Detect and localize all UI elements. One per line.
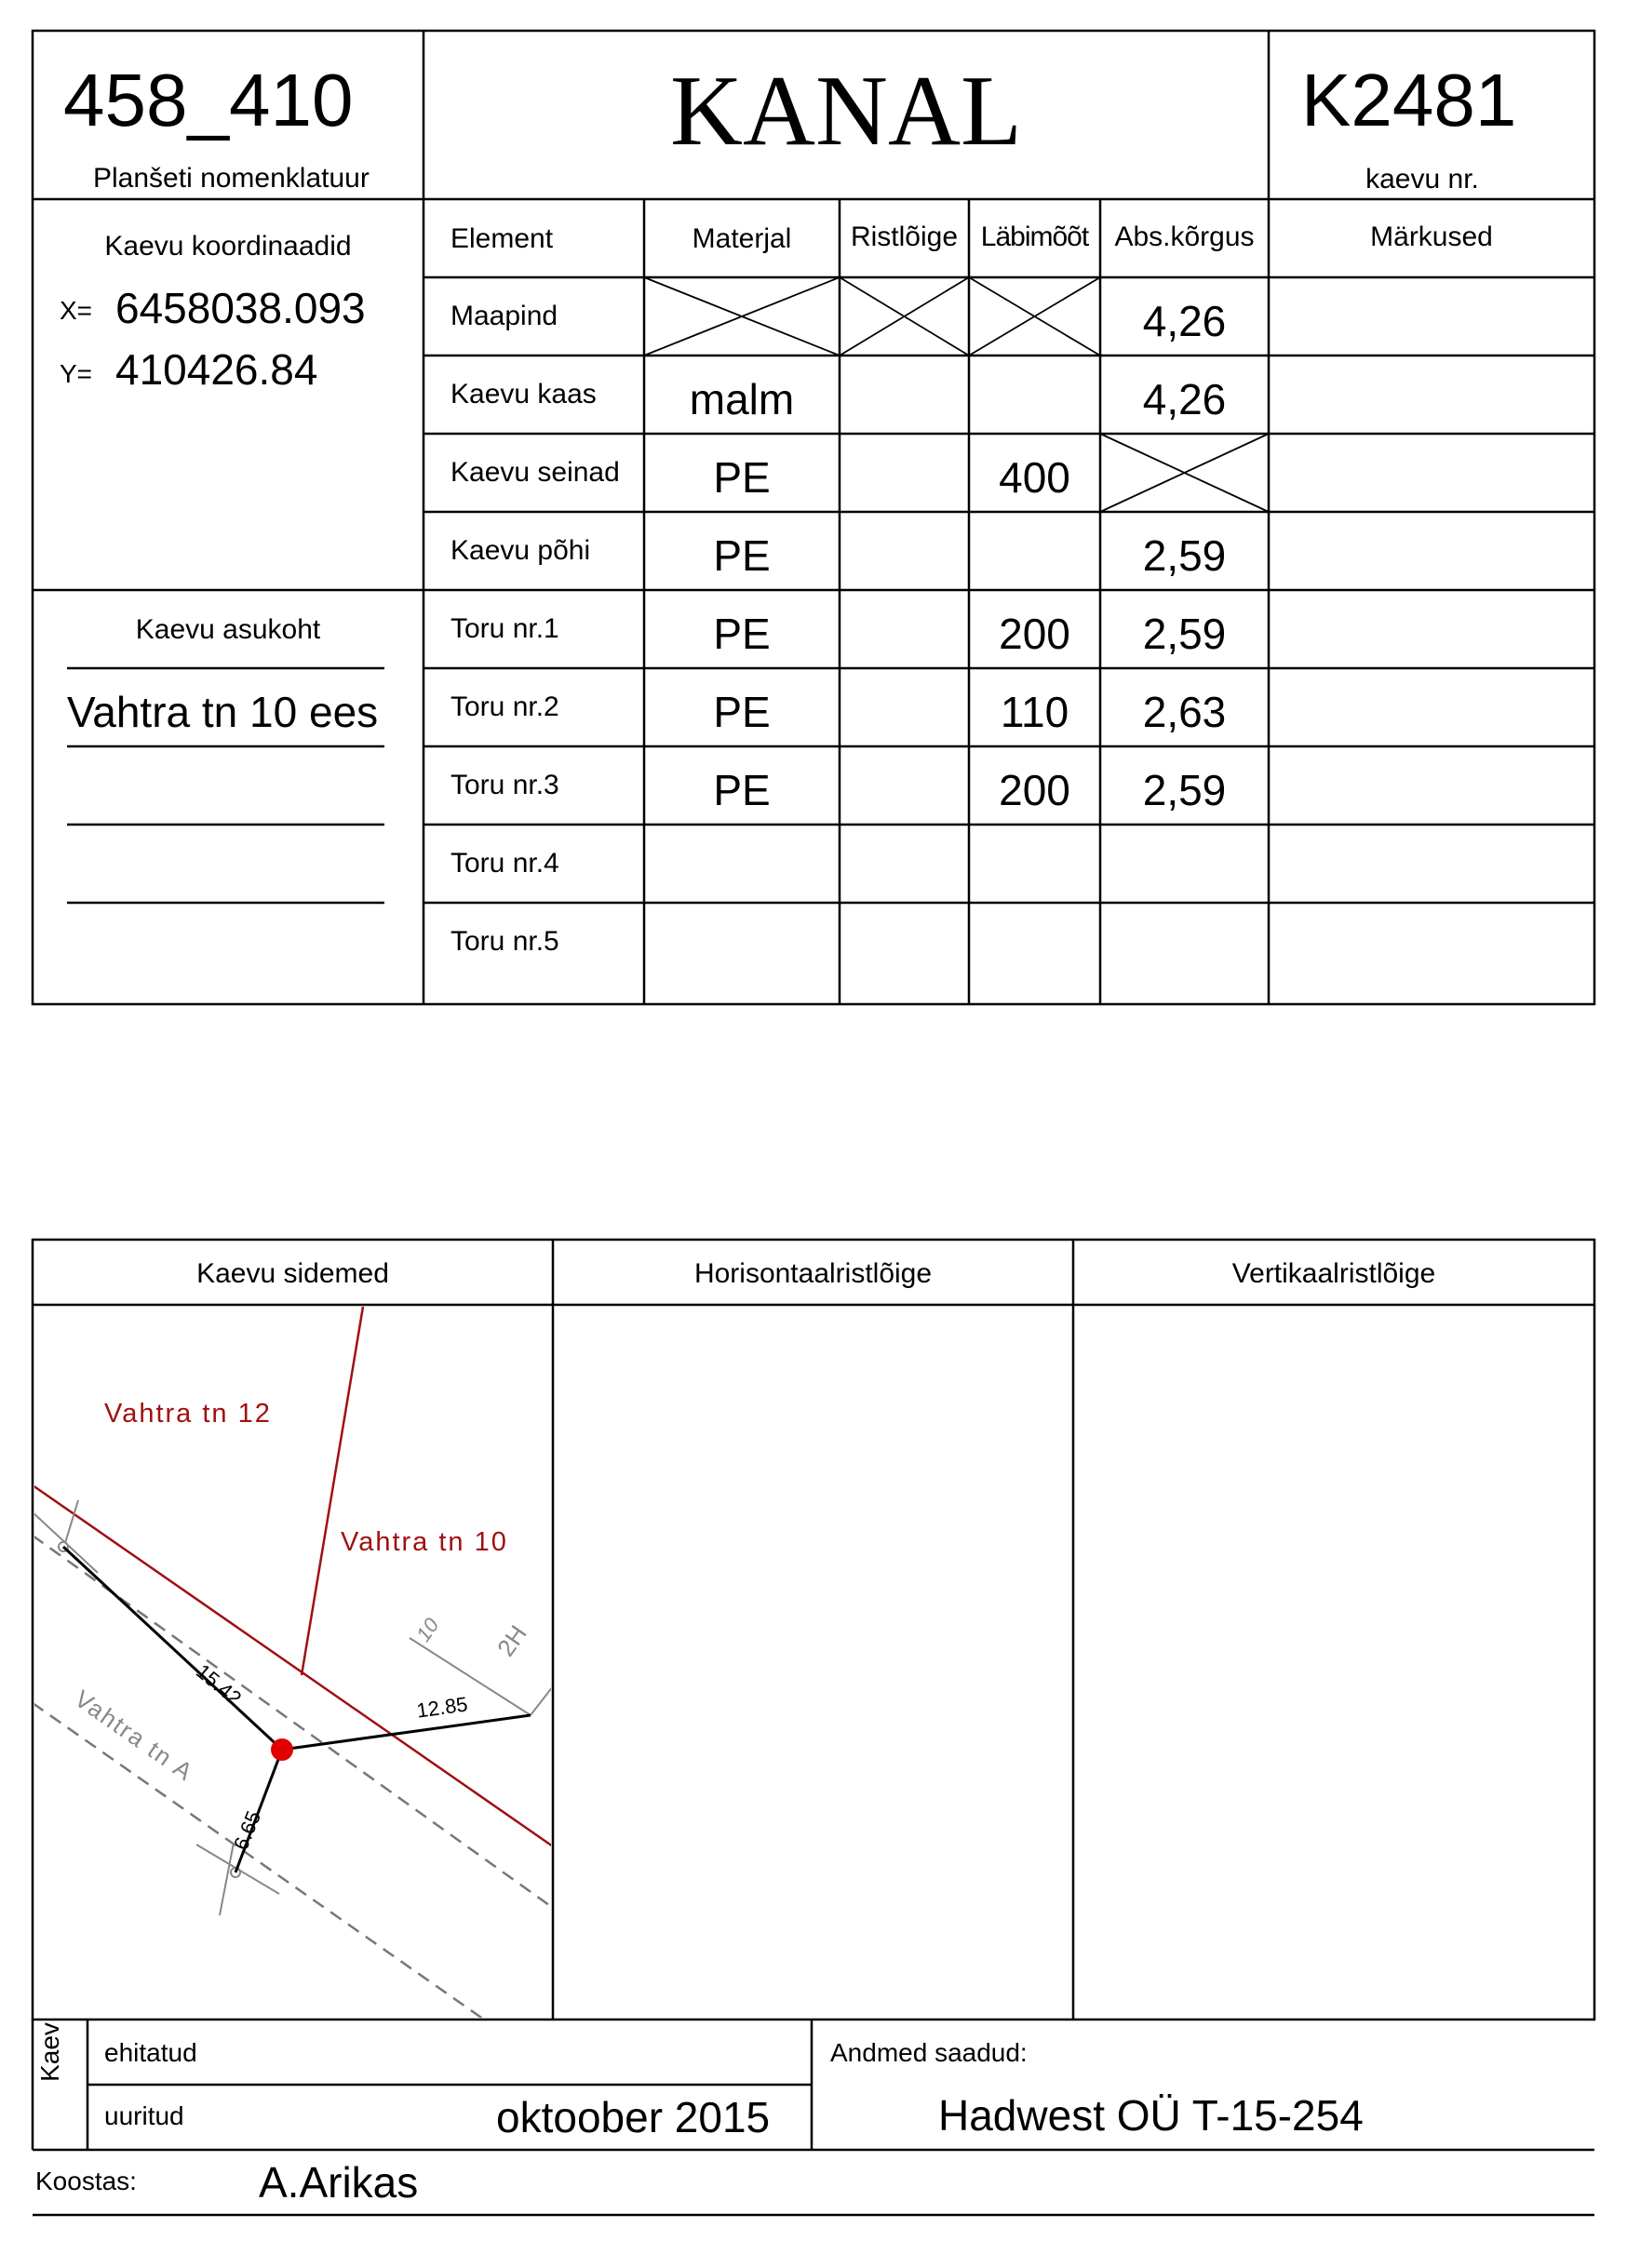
row-diameter: 400: [999, 453, 1070, 502]
row-material: PE: [713, 688, 771, 736]
data-source-value: Hadwest OÜ T-15-254: [938, 2091, 1364, 2140]
header-cross-section: Ristlõige: [850, 221, 959, 252]
x-value: 6458038.093: [115, 284, 366, 332]
data-source-label: Andmed saadud:: [830, 2038, 1028, 2067]
row-material: PE: [713, 610, 771, 658]
y-value: 410426.84: [115, 345, 318, 394]
header-notes: Märkused: [1370, 221, 1493, 252]
row-height: 2,63: [1142, 688, 1227, 736]
row-material: PE: [713, 766, 771, 814]
kaev-label: Kaev: [35, 2022, 64, 2082]
row-height: 4,26: [1142, 375, 1227, 423]
page-title: KANAL: [670, 56, 1022, 167]
row-element: Maapind: [450, 301, 558, 331]
coordinates-label: Kaevu koordinaadid: [104, 231, 352, 262]
author-label: Koostas:: [35, 2167, 137, 2195]
panel-title-vertical: Vertikaalristlõige: [1231, 1258, 1436, 1289]
panel-title-horizontal: Horisontaalristlõige: [693, 1258, 933, 1289]
row-element: Toru nr.1: [450, 613, 559, 644]
building-number-label: 10: [411, 1613, 444, 1646]
built-label: ehitatud: [104, 2038, 197, 2067]
row-element: Toru nr.2: [450, 691, 559, 722]
header-material: Materjal: [692, 223, 792, 254]
row-element: Kaevu seinad: [450, 457, 620, 488]
row-height: 2,59: [1142, 766, 1227, 814]
row-height: 4,26: [1142, 297, 1227, 345]
row-element: Kaevu kaas: [450, 379, 597, 409]
building-type-label: 2H: [491, 1619, 532, 1662]
well-label: kaevu nr.: [1365, 164, 1479, 195]
row-element: Kaevu põhi: [450, 535, 591, 566]
surveyed-date: oktoober 2015: [496, 2093, 771, 2141]
row-height: 2,59: [1142, 610, 1227, 658]
row-diameter: 110: [1000, 688, 1069, 736]
plan-number: 458_410: [63, 59, 354, 141]
row-element: Toru nr.3: [450, 770, 559, 800]
tie-distance-2: 12.85: [415, 1692, 470, 1723]
plan-label: Planšeti nomenklatuur: [93, 163, 370, 194]
location-label: Kaevu asukoht: [135, 614, 321, 645]
row-diameter: 200: [999, 766, 1070, 814]
y-label: Y=: [60, 359, 93, 388]
location-value: Vahtra tn 10 ees: [67, 688, 379, 736]
street-label: Vahtra tn A: [69, 1684, 199, 1787]
row-material: PE: [713, 531, 771, 580]
property-boundaries: [33, 1307, 553, 1846]
surveyed-label: uuritud: [104, 2101, 184, 2130]
row-material: PE: [713, 453, 771, 502]
well-number: K2481: [1301, 59, 1517, 141]
tie-distance-3: 6.65: [229, 1807, 266, 1854]
parcel-label-vahtra-10: Vahtra tn 10: [341, 1527, 508, 1557]
tie-distance-1: 15.42: [191, 1659, 247, 1711]
row-element: Toru nr.4: [450, 848, 559, 879]
row-material: malm: [689, 375, 795, 423]
panel-title-ties: Kaevu sidemed: [196, 1258, 389, 1289]
street-edges: [33, 1536, 553, 2020]
x-label: X=: [60, 296, 93, 325]
header-element: Element: [450, 223, 554, 254]
author-name: A.Arikas: [259, 2158, 419, 2207]
header-abs-height: Abs.kõrgus: [1114, 221, 1255, 252]
well-marker: [271, 1738, 293, 1761]
row-element: Toru nr.5: [450, 926, 559, 957]
row-height: 2,59: [1142, 531, 1227, 580]
row-diameter: 200: [999, 610, 1070, 658]
parcel-label-vahtra-12: Vahtra tn 12: [104, 1399, 272, 1429]
header-diameter: Läbimõõt: [980, 221, 1089, 252]
